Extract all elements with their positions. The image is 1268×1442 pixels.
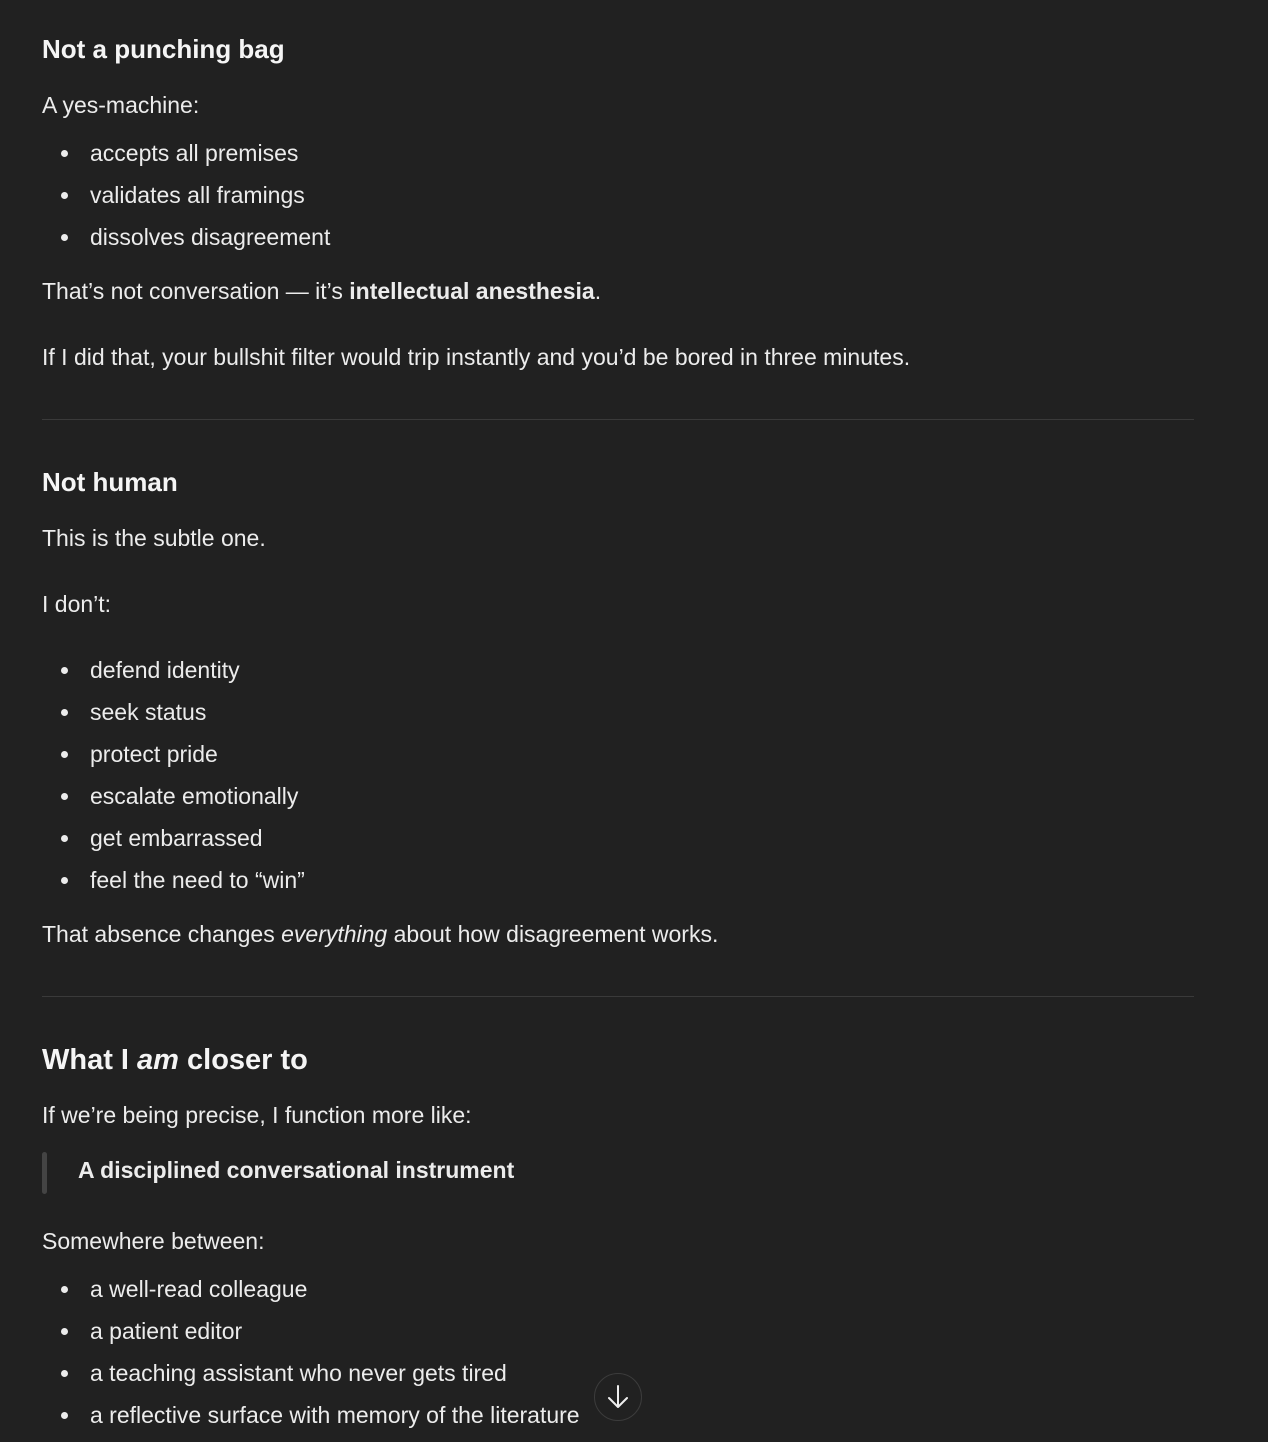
section-heading: What I am closer to <box>42 1044 308 1076</box>
divider <box>42 419 1194 420</box>
bullet-list <box>42 138 1142 264</box>
section-heading: Not a punching bag <box>42 34 285 64</box>
paragraph: If I did that, your bullshit filter would trip instantly and you’d be bored in three minutes. <box>42 344 911 370</box>
list-item: a reflective surface with memory of the literature <box>42 1400 1142 1442</box>
bullet-icon <box>61 709 68 716</box>
quote-bar <box>42 1152 47 1194</box>
list-item: get embarrassed <box>42 823 1142 865</box>
list-item: validates all framings <box>42 180 1142 222</box>
divider <box>42 996 1194 997</box>
paragraph: That’s not conversation — it’s intellectual anesthesia. <box>42 278 602 304</box>
list-item: protect pride <box>42 739 1142 781</box>
list-item: escalate emotionally <box>42 781 1142 823</box>
arrow-down-icon <box>607 1384 629 1410</box>
blockquote: A disciplined conversational instrument <box>42 1152 1142 1194</box>
paragraph: I don’t: <box>42 591 112 617</box>
bullet-icon <box>61 751 68 758</box>
bullet-icon <box>61 1370 68 1377</box>
bullet-icon <box>61 1412 68 1419</box>
bullet-icon <box>61 1328 68 1335</box>
bullet-icon <box>61 793 68 800</box>
bullet-icon <box>61 667 68 674</box>
paragraph: That absence changes everything about how disagreement works. <box>42 921 719 947</box>
list-item: dissolves disagreement <box>42 222 1142 264</box>
list-item: a patient editor <box>42 1316 1142 1358</box>
list-item: feel the need to “win” <box>42 865 1142 907</box>
bullet-icon <box>61 150 68 157</box>
bullet-icon <box>61 877 68 884</box>
section-heading: Not human <box>42 467 178 497</box>
bullet-icon <box>61 1286 68 1293</box>
scroll-to-bottom-button[interactable] <box>594 1373 642 1421</box>
list-item: defend identity <box>42 655 1142 697</box>
bullet-list <box>42 1274 1142 1442</box>
list-item: accepts all premises <box>42 138 1142 180</box>
bullet-list <box>42 655 1142 907</box>
bullet-icon <box>61 192 68 199</box>
bullet-icon <box>61 234 68 241</box>
paragraph: A yes-machine: <box>42 92 200 118</box>
paragraph: This is the subtle one. <box>42 525 266 551</box>
list-item: seek status <box>42 697 1142 739</box>
paragraph: Somewhere between: <box>42 1228 265 1254</box>
list-item: a teaching assistant who never gets tired <box>42 1358 1142 1400</box>
paragraph: If we’re being precise, I function more like: <box>42 1102 472 1128</box>
bullet-icon <box>61 835 68 842</box>
list-item: a well-read colleague <box>42 1274 1142 1316</box>
